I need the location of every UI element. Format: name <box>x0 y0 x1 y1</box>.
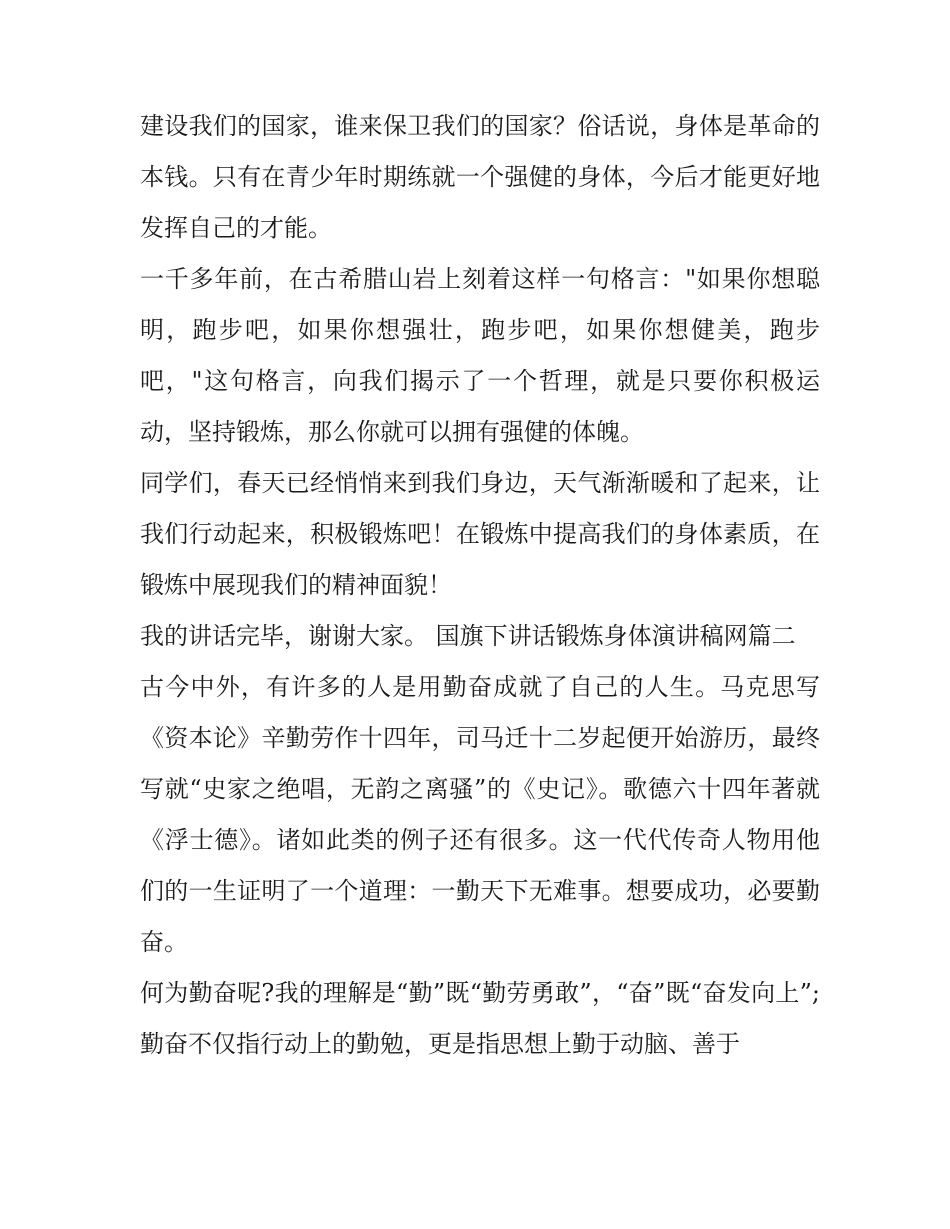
paragraph-3: 同学们，春天已经悄悄来到我们身边，天气渐渐暖和了起来，让我们行动起来，积极锻炼吧！在锻炼中提高我们的身体素质，在锻炼中展现我们的精神面貌！ <box>140 469 820 599</box>
document-body <box>140 101 820 1070</box>
paragraph-6: 何为勤奋呢?我的理解是“勤”既“勤劳勇敢”，“奋”既“奋发向上”;勤奋不仅指行动上的勤勉，更是指思想上勤于动脑、善于 <box>140 979 820 1058</box>
paragraph-4: 我的讲话完毕，谢谢大家。 国旗下讲话锻炼身体演讲稿网篇二 <box>140 622 796 650</box>
paragraph-2: 一千多年前，在古希腊山岩上刻着这样一句格言："如果你想聪明，跑步吧，如果你想强壮，跑步吧，如果你想健美，跑步吧，"这句格言，向我们揭示了一个哲理，就是只要你积极运动，坚持锻炼，那么你就可以拥有强健的体魄。 <box>140 265 820 446</box>
paragraph-1: 建设我们的国家，谁来保卫我们的国家？俗话说，身体是革命的本钱。只有在青少年时期练就一个强健的身体，今后才能更好地发挥自己的才能。 <box>140 112 820 242</box>
paragraph-5: 古今中外，有许多的人是用勤奋成就了自己的人生。马克思写《资本论》辛勤劳作十四年，司马迁十二岁起便开始游历，最终写就“史家之绝唱，无韵之离骚”的《史记》。歌德六十四年著就《浮士德》。诸如此类的例子还有很多。这一代代传奇人物用他们的一生证明了一个道理：一勤天下无难事。想要成功，必要勤奋。 <box>140 673 820 956</box>
